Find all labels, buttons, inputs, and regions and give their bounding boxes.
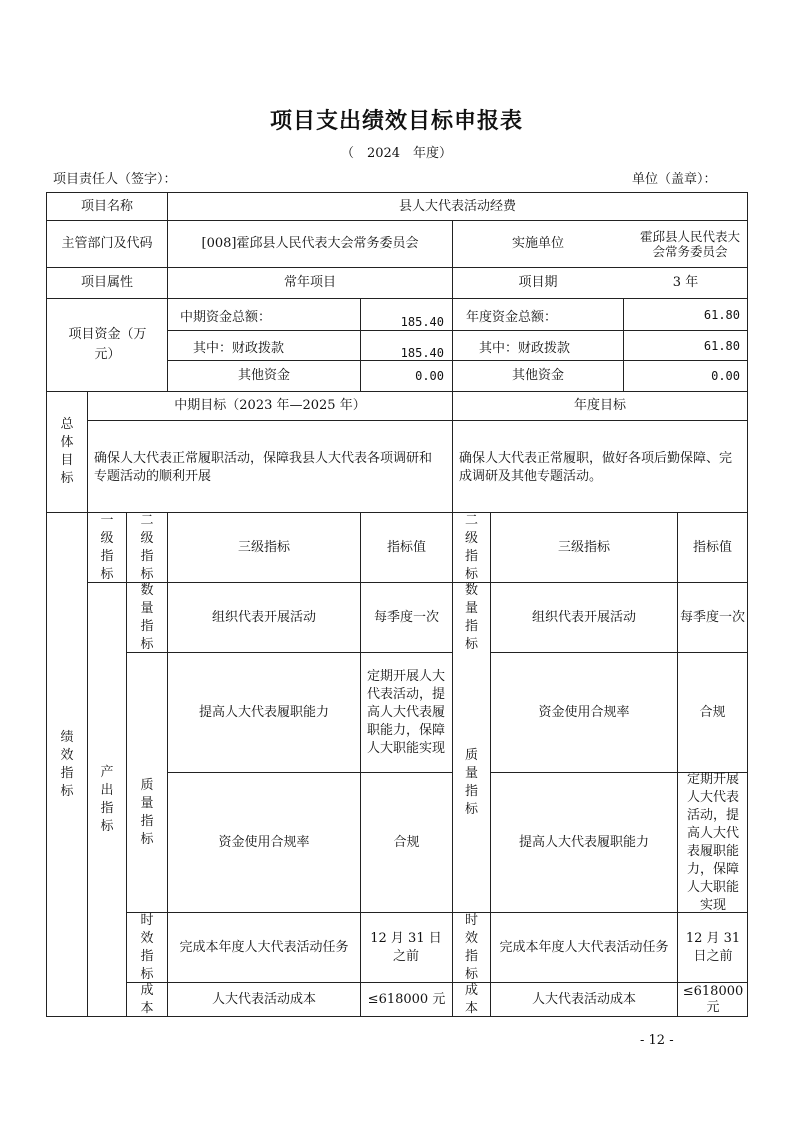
cost-label-mid: 成本 <box>140 982 154 1016</box>
lvl1-header: 一级指标 <box>100 512 114 582</box>
value-header-mid: 指标值 <box>386 539 426 555</box>
goals-label: 总体目标 <box>60 417 74 486</box>
year-total-value: 61.80 <box>703 308 740 322</box>
quantity-label-mid: 数量指标 <box>140 582 154 652</box>
mid-goal-text: 确保人大代表正常履职活动，保障我县人大代表各项调研和专题活动的顺利开展 <box>94 451 433 484</box>
year-other-label: 其他资金 <box>511 368 564 383</box>
year-other-value: 0.00 <box>711 369 740 383</box>
year-fiscal-label: 其中：财政拨款 <box>479 341 571 356</box>
mid-timeliness-value: 12 月 31 日之前 <box>370 930 442 964</box>
project-name-label: 项目名称 <box>80 198 133 214</box>
impl-label: 实施单位 <box>511 236 564 251</box>
quality-label-mid: 质量指标 <box>140 777 154 847</box>
responsible-label: 项目责任人（签字）： <box>53 172 177 187</box>
mid-quantity-name: 组织代表开展活动 <box>211 609 316 625</box>
attr-value: 常年项目 <box>283 275 336 290</box>
lvl3-header-mid: 三级指标 <box>237 539 290 555</box>
year-quality1-name: 资金使用合规率 <box>538 704 630 720</box>
year-cost-value: ≤618000 元 <box>682 983 744 1015</box>
attr-label: 项目属性 <box>80 275 133 290</box>
year-line: （ 2024 年度） <box>340 146 453 161</box>
period-value: 3 年 <box>672 275 699 290</box>
dept-label: 主管部门及代码 <box>61 236 153 251</box>
timeliness-label-mid: 时效指标 <box>140 912 154 982</box>
year-goal-header: 年度目标 <box>573 398 626 413</box>
mid-timeliness-name: 完成本年度人大代表活动任务 <box>179 939 349 955</box>
mid-quality1-value: 定期开展人大代表活动，提高人大代表履职能力，保障人大职能实现 <box>366 668 445 756</box>
year-quality2-name: 提高人大代表履职能力 <box>518 834 649 850</box>
mid-other-label: 其他资金 <box>237 368 290 383</box>
funds-label: 项目资金（万元） <box>68 327 147 362</box>
value-header-year: 指标值 <box>692 539 732 555</box>
mid-fiscal-value: 185.40 <box>400 346 444 360</box>
year-timeliness-name: 完成本年度人大代表活动任务 <box>499 939 669 955</box>
mid-total-value: 185.40 <box>400 315 444 329</box>
lvl2-header-year: 二级指标 <box>464 512 478 582</box>
mid-quality2-value: 合规 <box>393 834 420 850</box>
cost-label-year: 成本 <box>464 982 478 1016</box>
unit-label: 单位（盖章）： <box>632 172 717 187</box>
mid-quantity-value: 每季度一次 <box>373 609 439 625</box>
mid-cost-value: ≤618000 元 <box>367 991 446 1007</box>
indicators-label: 绩效指标 <box>60 729 74 799</box>
output-label: 产出指标 <box>100 764 114 834</box>
year-timeliness-value: 12 月 31 日之前 <box>685 930 741 964</box>
year-total-label: 年度资金总额： <box>466 310 558 325</box>
quantity-label-year: 数量指标 <box>464 582 478 652</box>
mid-quality1-name: 提高人大代表履职能力 <box>198 704 329 720</box>
mid-other-value: 0.00 <box>415 369 444 383</box>
lvl3-header-year: 三级指标 <box>557 539 610 555</box>
mid-goal-header: 中期目标（2023 年—2025 年） <box>174 398 366 413</box>
timeliness-label-year: 时效指标 <box>464 912 478 982</box>
page-number: - 12 - <box>640 1033 674 1048</box>
dept-value: [008]霍邱县人民代表大会常务委员会 <box>201 236 419 251</box>
lvl2-header-mid: 二级指标 <box>140 512 154 582</box>
mid-total-label: 中期资金总额： <box>180 310 272 325</box>
year-goal-text: 确保人大代表正常履职，做好各项后勤保障、完成调研及其他专题活动。 <box>459 451 733 484</box>
page-title: 项目支出绩效目标申报表 <box>269 108 523 134</box>
period-label: 项目期 <box>518 275 558 290</box>
year-quality1-value: 合规 <box>699 704 726 720</box>
quality-label-year: 质量指标 <box>464 747 478 817</box>
project-name-value: 县人大代表活动经费 <box>398 198 516 214</box>
year-cost-name: 人大代表活动成本 <box>531 991 636 1007</box>
year-quantity-value: 每季度一次 <box>680 609 746 625</box>
mid-cost-name: 人大代表活动成本 <box>211 991 316 1007</box>
impl-value: 霍邱县人民代表大会常务委员会 <box>640 229 741 259</box>
mid-fiscal-label: 其中：财政拨款 <box>193 341 285 356</box>
year-quality2-value: 定期开展人大代表活动，提高人大代表履职能力，保障人大职能实现 <box>686 771 739 913</box>
year-fiscal-value: 61.80 <box>703 339 740 353</box>
mid-quality2-name: 资金使用合规率 <box>218 834 310 850</box>
year-quantity-name: 组织代表开展活动 <box>531 609 636 625</box>
